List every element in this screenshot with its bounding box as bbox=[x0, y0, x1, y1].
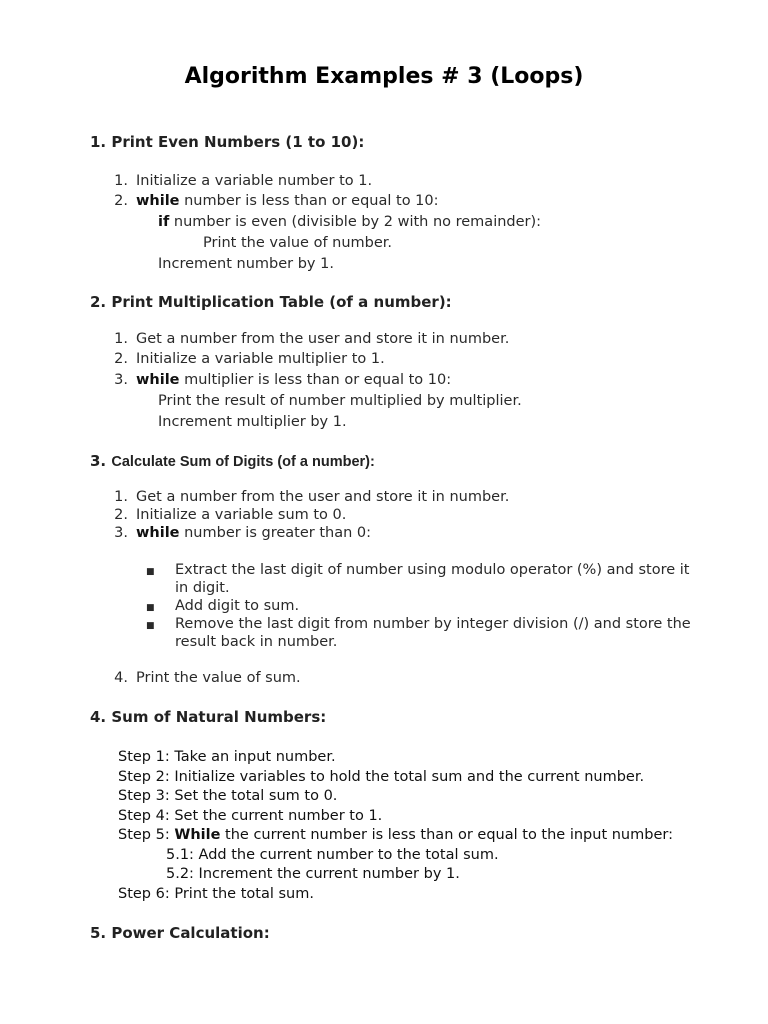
list-text: number is greater than 0: bbox=[179, 525, 372, 541]
bullet-item bbox=[175, 560, 690, 598]
list-text: multiplier is less than or equal to 10: bbox=[179, 372, 452, 388]
list-text: Print the value of number. bbox=[203, 235, 393, 251]
list-number: 2. bbox=[114, 507, 128, 523]
list-item bbox=[112, 487, 509, 507]
list-number: 3. bbox=[114, 525, 128, 541]
list-text: Print the result of number multiplied by multiplier. bbox=[158, 393, 522, 409]
step-line bbox=[118, 825, 673, 845]
substep-line: 5.1: Add the current number to the total sum. bbox=[166, 847, 499, 863]
list-number: 1. bbox=[114, 173, 128, 189]
list-item bbox=[158, 212, 541, 232]
list-number: 4. bbox=[114, 670, 128, 686]
list-text: Get a number from the user and store it in number. bbox=[136, 331, 510, 347]
step-prefix: Step 5: bbox=[118, 827, 175, 843]
keyword: While bbox=[174, 827, 221, 843]
list-text: Initialize a variable sum to 0. bbox=[136, 507, 347, 523]
list-item bbox=[158, 412, 347, 432]
list-item bbox=[112, 171, 372, 191]
step-line: Step 6: Print the total sum. bbox=[118, 886, 314, 902]
bullet-line: in digit. bbox=[175, 580, 230, 596]
section-1-heading: 1. Print Even Numbers (1 to 10): bbox=[90, 133, 365, 151]
step-line: Step 1: Take an input number. bbox=[118, 749, 336, 765]
list-number: 1. bbox=[114, 331, 128, 347]
list-text: Print the value of sum. bbox=[136, 670, 301, 686]
section-2-heading: 2. Print Multiplication Table (of a number): bbox=[90, 293, 452, 311]
list-item bbox=[112, 523, 371, 543]
list-item bbox=[112, 668, 301, 688]
list-item bbox=[112, 329, 509, 349]
list-text: Increment multiplier by 1. bbox=[158, 414, 347, 430]
bullet-line: result back in number. bbox=[175, 634, 338, 650]
step-text: the current number is less than or equal to the input number: bbox=[220, 827, 673, 843]
list-item bbox=[158, 391, 522, 411]
list-item bbox=[203, 233, 392, 253]
list-number: 3. bbox=[114, 372, 128, 388]
keyword: if bbox=[158, 214, 170, 230]
list-item bbox=[158, 254, 334, 274]
step-line: Step 2: Initialize variables to hold the total sum and the current number. bbox=[118, 769, 645, 785]
step-line: Step 4: Set the current number to 1. bbox=[118, 808, 383, 824]
bullet-line: Add digit to sum. bbox=[175, 598, 300, 614]
list-text: number is less than or equal to 10: bbox=[179, 193, 439, 209]
list-text: number is even (divisible by 2 with no remainder): bbox=[169, 214, 542, 230]
bullet-line: Remove the last digit from number by integer division (/) and store the bbox=[175, 616, 691, 632]
list-item bbox=[112, 505, 346, 525]
page-title: Algorithm Examples # 3 (Loops) bbox=[184, 64, 584, 89]
list-number: 2. bbox=[114, 193, 128, 209]
bullet-marker: ■ bbox=[146, 621, 155, 631]
list-text: Initialize a variable number to 1. bbox=[136, 173, 373, 189]
substep-line: 5.2: Increment the current number by 1. bbox=[166, 866, 460, 882]
bullet-marker: ■ bbox=[146, 603, 155, 613]
keyword: while bbox=[136, 525, 180, 541]
list-item bbox=[112, 191, 439, 211]
bullet-item bbox=[175, 614, 691, 652]
keyword: while bbox=[136, 372, 180, 388]
section-3-title: Calculate Sum of Digits (of a number): bbox=[111, 454, 375, 470]
bullet-item bbox=[175, 596, 299, 616]
section-3-heading bbox=[90, 451, 375, 472]
list-text: Initialize a variable multiplier to 1. bbox=[136, 351, 385, 367]
keyword: while bbox=[136, 193, 180, 209]
section-3-number: 3. bbox=[90, 452, 107, 470]
list-text: Get a number from the user and store it in number. bbox=[136, 489, 510, 505]
section-4-heading: 4. Sum of Natural Numbers: bbox=[90, 708, 327, 726]
bullet-marker: ■ bbox=[146, 567, 155, 577]
list-number: 2. bbox=[114, 351, 128, 367]
list-number: 1. bbox=[114, 489, 128, 505]
list-item bbox=[112, 349, 385, 369]
section-5-heading: 5. Power Calculation: bbox=[90, 924, 270, 942]
list-text: Increment number by 1. bbox=[158, 256, 334, 272]
bullet-line: Extract the last digit of number using modulo operator (%) and store it bbox=[175, 562, 690, 578]
step-line: Step 3: Set the total sum to 0. bbox=[118, 788, 338, 804]
list-item bbox=[112, 370, 451, 390]
